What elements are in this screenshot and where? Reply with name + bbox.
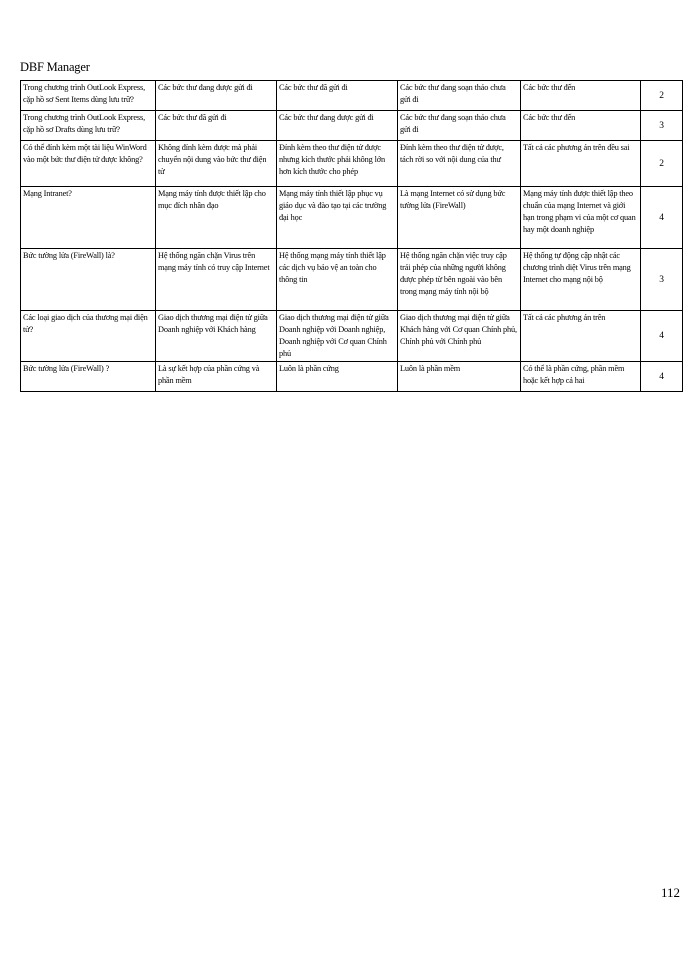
option-cell: Giao dịch thương mại điện tử giữa Doanh nghiệp với Doanh nghiệp, Doanh nghiệp với Cơ quan Chính phủ <box>277 311 398 362</box>
option-cell: Các bức thư đang soạn thảo chưa gửi đi <box>398 111 521 141</box>
question-row <box>21 362 683 392</box>
option-cell: Luôn là phần mềm <box>398 362 521 392</box>
question-row <box>21 249 683 311</box>
question-cell: Bức tường lửa (FireWall) là? <box>21 249 156 311</box>
option-cell: Giao dịch thương mại điện tử giữa Khách hàng với Cơ quan Chính phủ, Chính phủ với Chính phủ <box>398 311 521 362</box>
page-title: DBF Manager <box>20 60 90 74</box>
option-cell: Tất cả các phương án trên <box>521 311 641 362</box>
option-cell: Là mạng Internet có sử dụng bức tường lửa (FireWall) <box>398 187 521 249</box>
answer-cell: 2 <box>641 141 683 187</box>
option-cell: Các bức thư đến <box>521 81 641 111</box>
question-cell: Có thể đính kèm một tài liệu WinWord vào một bức thư điện tử được không? <box>21 141 156 187</box>
question-row <box>21 111 683 141</box>
option-cell: Luôn là phần cứng <box>277 362 398 392</box>
option-cell: Các bức thư đã gửi đi <box>277 81 398 111</box>
question-table <box>20 80 683 392</box>
question-row <box>21 141 683 187</box>
option-cell: Hệ thống ngăn chặn Virus trên mạng máy tính có truy cập Internet <box>156 249 277 311</box>
option-cell: Hệ thống ngăn chặn việc truy cập trái phép của những người không được phép từ bên ngoài vào bên trong mạng máy tính nội bộ <box>398 249 521 311</box>
question-row <box>21 311 683 362</box>
option-cell: Các bức thư đã gửi đi <box>156 111 277 141</box>
option-cell: Giao dịch thương mại điện tử giữa Doanh nghiệp với Khách hàng <box>156 311 277 362</box>
option-cell: Mạng máy tính được thiết lập cho mục đích nhân đạo <box>156 187 277 249</box>
question-cell: Mạng Intranet? <box>21 187 156 249</box>
question-row <box>21 81 683 111</box>
answer-cell: 4 <box>641 311 683 362</box>
option-cell: Mạng máy tính được thiết lập theo chuẩn của mạng Internet và giới hạn trong phạm vi của một cơ quan hay một doanh nghiệp <box>521 187 641 249</box>
option-cell: Có thể là phần cứng, phần mềm hoặc kết hợp cả hai <box>521 362 641 392</box>
answer-cell: 4 <box>641 362 683 392</box>
question-cell: Các loại giao dịch của thương mại điện tử? <box>21 311 156 362</box>
option-cell: Các bức thư đang được gửi đi <box>156 81 277 111</box>
option-cell: Không đính kèm được mà phải chuyển nội dung vào bức thư điện tử <box>156 141 277 187</box>
option-cell: Hệ thống mạng máy tính thiết lập các dịch vụ bảo vệ an toàn cho thông tin <box>277 249 398 311</box>
option-cell: Là sự kết hợp của phần cứng và phần mềm <box>156 362 277 392</box>
answer-cell: 2 <box>641 81 683 111</box>
option-cell: Đính kèm theo thư điện tử được nhưng kích thước phải không lớn hơn kích thước cho phép <box>277 141 398 187</box>
option-cell: Hệ thống tự động cập nhật các chương trình diệt Virus trên mạng Internet cho mạng nội bộ <box>521 249 641 311</box>
answer-cell: 4 <box>641 187 683 249</box>
question-cell: Trong chương trình OutLook Express, cặp hồ sơ Sent Items dùng lưu trữ? <box>21 81 156 111</box>
option-cell: Đính kèm theo thư điện tử được, tách rời so với nội dung của thư <box>398 141 521 187</box>
answer-cell: 3 <box>641 249 683 311</box>
option-cell: Các bức thư đến <box>521 111 641 141</box>
page-number: 112 <box>660 885 680 900</box>
question-cell: Bức tường lửa (FireWall) ? <box>21 362 156 392</box>
question-row <box>21 187 683 249</box>
answer-cell: 3 <box>641 111 683 141</box>
question-cell: Trong chương trình OutLook Express, cặp hồ sơ Drafts dùng lưu trữ? <box>21 111 156 141</box>
option-cell: Các bức thư đang được gửi đi <box>277 111 398 141</box>
option-cell: Mạng máy tính thiết lập phục vụ giáo dục và đào tạo tại các trường đại học <box>277 187 398 249</box>
option-cell: Tất cả các phương án trên đều sai <box>521 141 641 187</box>
option-cell: Các bức thư đang soạn thảo chưa gửi đi <box>398 81 521 111</box>
